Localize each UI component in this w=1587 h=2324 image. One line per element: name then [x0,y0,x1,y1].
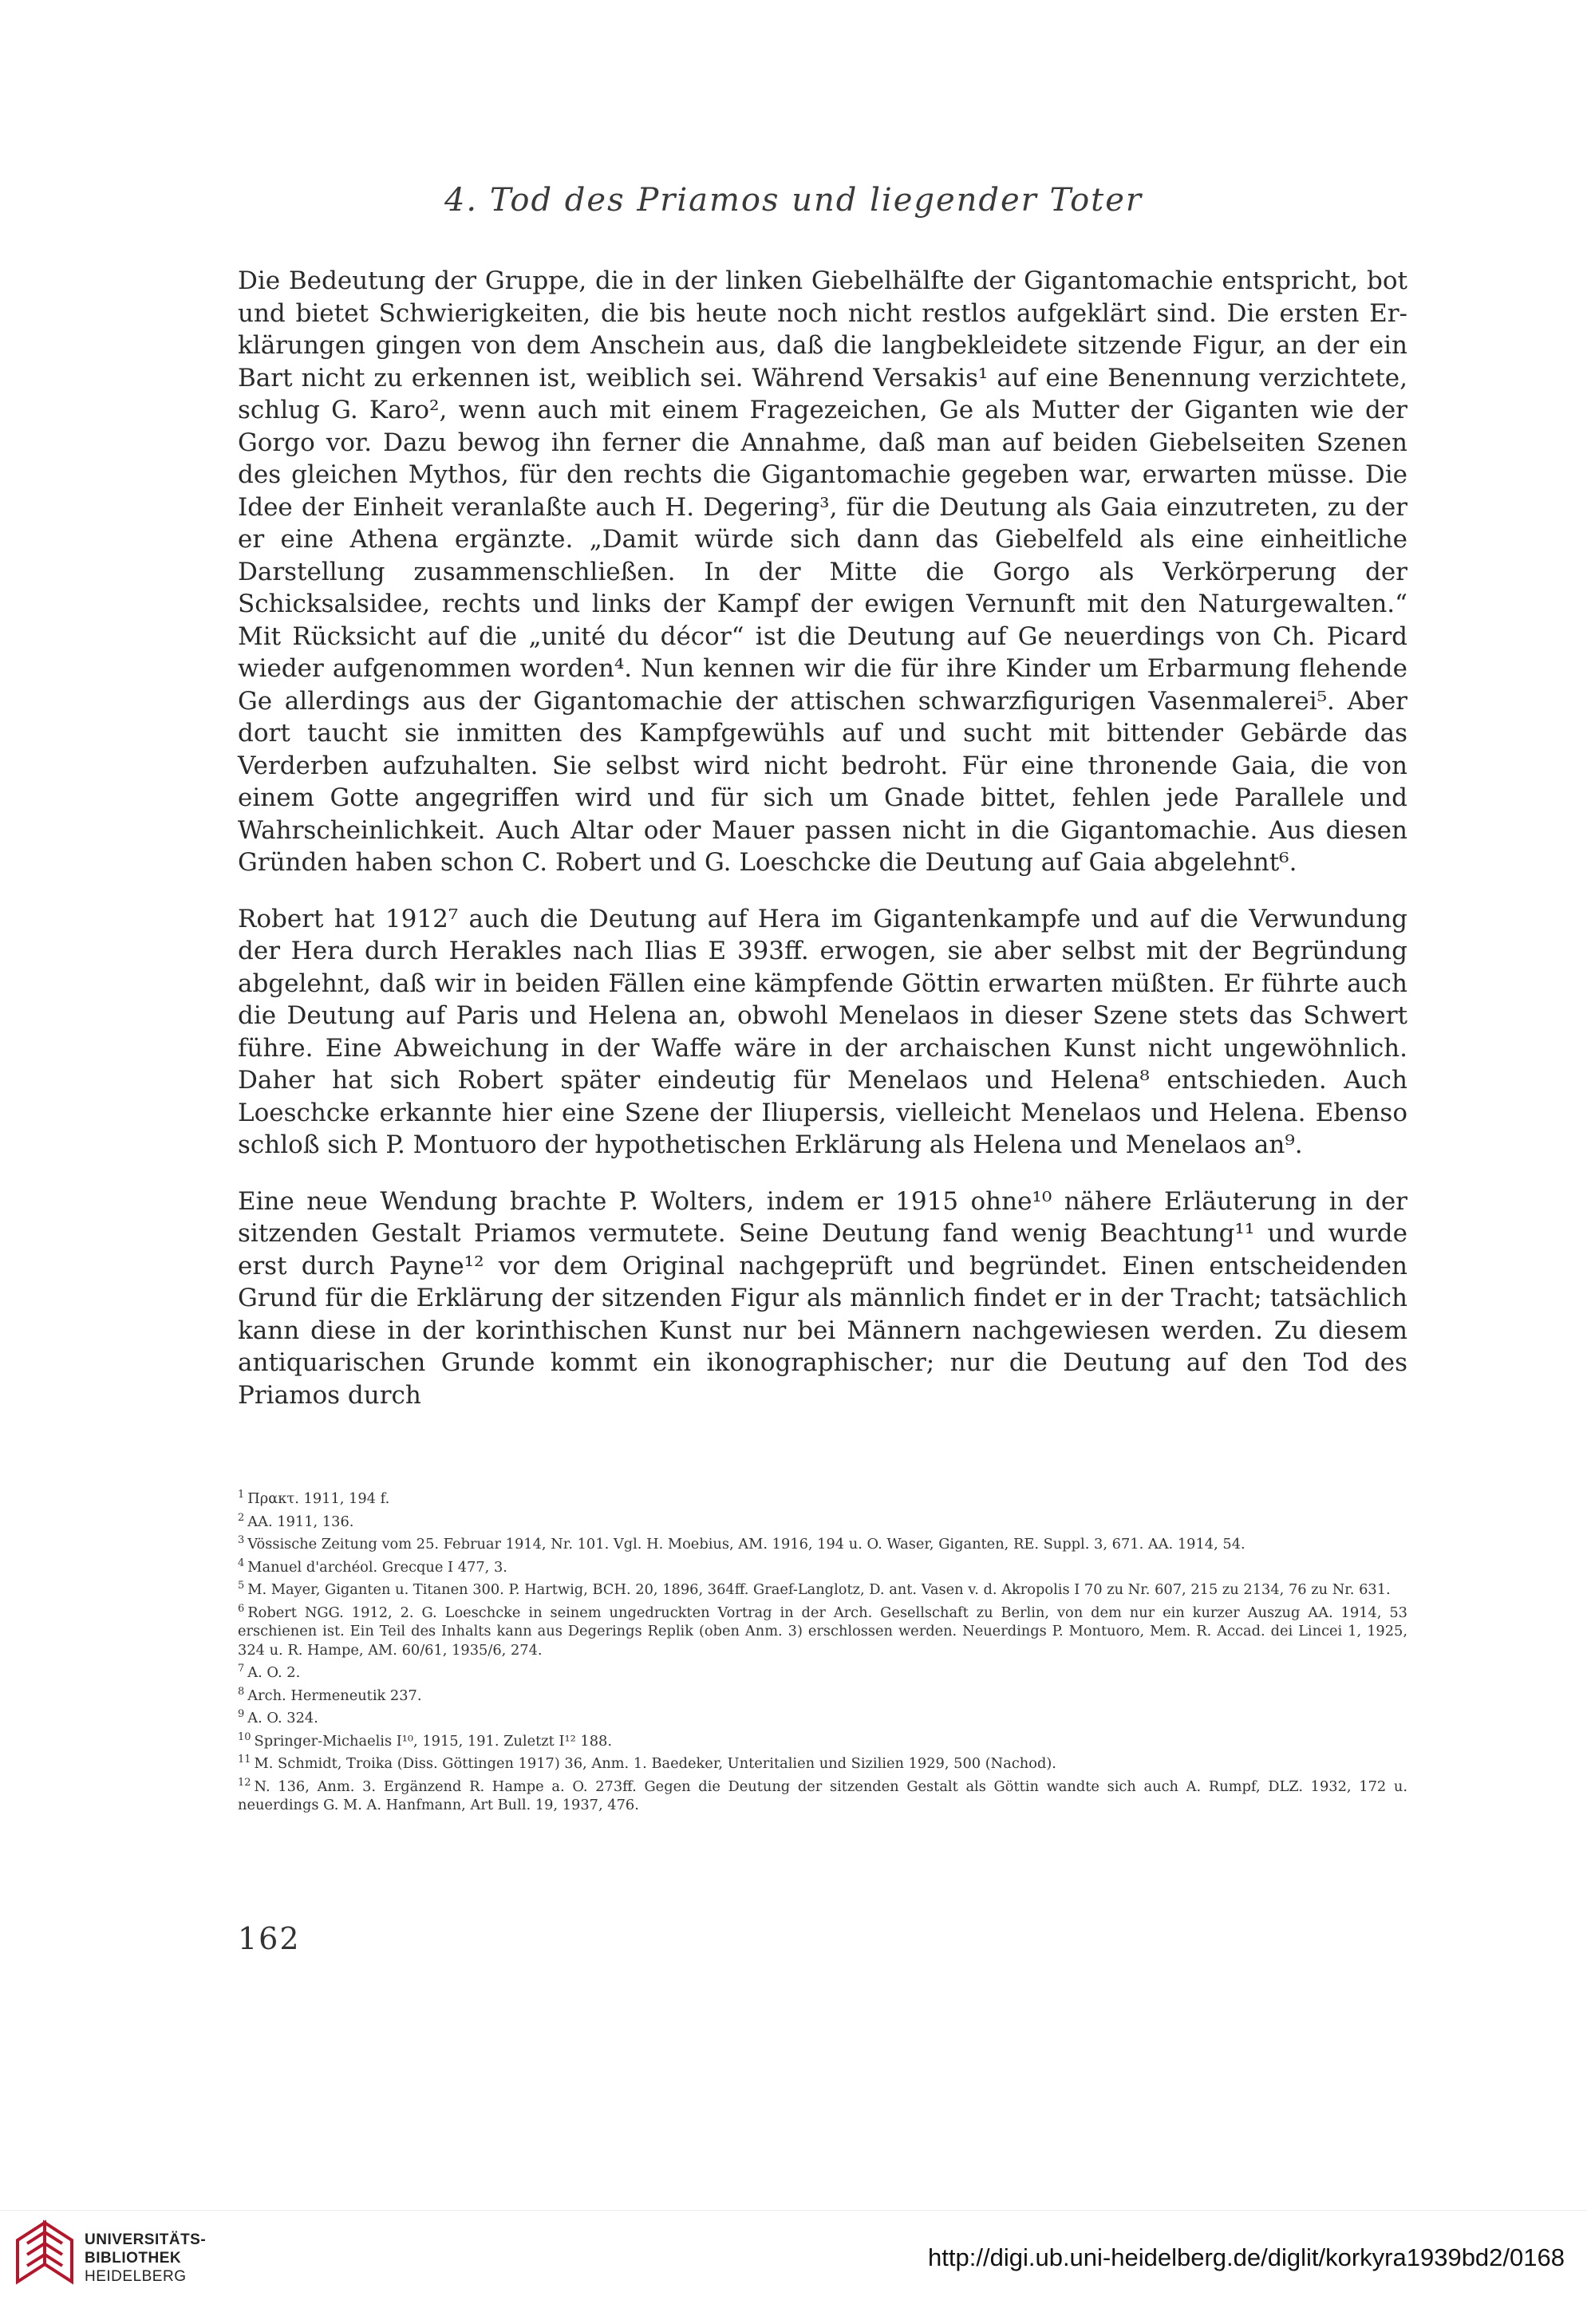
library-name-line: UNIVERSITÄTS- [85,2231,207,2248]
footnote-text: Robert NGG. 1912, 2. G. Loeschcke in seinem ungedruckten Vortrag in der Arch. Gesellschaft zu Berlin, von dem nur ein kurzer Auszug AA. 1914, 53 erschienen ist. Ein Teil des Inhalts kann aus Degerings Replik (oben Anm. 3) erschlossen werden. Neuerdings P. Montuoro, Mem. R. Accad. dei Lincei 1, 1925, 324 u. R. Hampe, AM. 60/61, 1935/6, 274. [238,1604,1407,1659]
footnote-number: 7 [238,1663,245,1675]
library-logo-icon[interactable] [13,2219,77,2291]
footnote-number: 8 [238,1685,245,1698]
footnote-number: 2 [238,1511,245,1524]
footnote-number: 10 [238,1730,251,1743]
footnote [238,1728,1407,1751]
footnote-text: N. 136, Anm. 3. Ergänzend R. Hampe a. O. 273ff. Gegen die Deutung der sitzenden Gestalt als Göttin wandte sich auch A. Rumpf, DLZ. 1932, 172 u. neuerdings G. M. A. Hanfmann, Art Bull. 19, 1937, 476. [238,1778,1407,1814]
footnote-number: 5 [238,1580,245,1592]
footnote [238,1659,1407,1683]
body-text [238,265,1407,1435]
footnote [238,1509,1407,1532]
paragraph: Die Bedeutung der Gruppe, die in der linken Giebelhälfte der Gigantomachie entspricht, bot und bietet Schwierigkeiten, die bis heute noch nicht restlos aufgeklärt sind. Die ersten Erklärungen gingen von dem Anschein aus, daß die langbekleidete sitzende Figur, an der ein Bart nicht zu erkennen ist, weiblich sei. Während Versakis¹ auf eine Benennung verzichtete, schlug G. Karo², wenn auch mit einem Fragezeichen, Ge als Mutter der Giganten wie der Gorgo vor. Dazu bewog ihn ferner die Annahme, daß man auf beiden Giebelseiten Szenen des gleichen Mythos, für den rechts die Gigantomachie gegeben war, erwarten müsse. Die Idee der Einheit veranlaßte auch H. Degering³, für die Deutung als Gaia einzutreten, zu der er eine Athena ergänzte. „Damit würde sich dann das Giebelfeld als eine einheitliche Darstellung zusammenschließen. In der Mitte die Gorgo als Verkörperung der Schicksalsidee, rechts und links der Kampf der ewigen Vernunft mit den Naturgewalten.“ Mit Rücksicht auf die „unité du décor“ ist die Deutung auf Ge neuerdings von Ch. Picard wieder aufgenommen worden⁴. Nun kennen wir die für ihre Kinder um Erbarmung flehende Ge allerdings aus der Gigantomachie der attischen schwarzfigurigen Vasenmalerei⁵. Aber dort taucht sie inmitten des Kampfgewühls auf und sucht mit bittender Gebärde das Verderben aufzuhalten. Sie selbst wird nicht bedroht. Für eine thronende Gaia, die von einem Gotte angegriffen wird und für sich um Gnade bittet, fehlen jede Parallele und Wahrscheinlichkeit. Auch Altar oder Mauer passen nicht in die Gigantomachie. Aus diesen Gründen haben schon C. Robert und G. Loeschcke die Deutung auf Gaia abgelehnt⁶. [238,266,1407,877]
footnote [238,1531,1407,1554]
library-name-line: BIBLIOTHEK [85,2250,182,2267]
section-heading: 4. Tod des Priamos und liegender Toter [444,182,1143,219]
footnote-text: Manuel d'archéol. Grecque I 477, 3. [247,1558,507,1576]
footnote-number: 1 [238,1489,245,1501]
library-name [85,2231,206,2286]
footnote-text: Πρακτ. 1911, 194 f. [247,1489,390,1507]
footnote-number: 11 [238,1754,251,1766]
footnote-text: A. O. 2. [247,1664,301,1682]
footnote-number: 4 [238,1557,245,1569]
footnote-text: Arch. Hermeneutik 237. [247,1687,422,1704]
footnote-text: A. O. 324. [247,1710,318,1727]
footnote [238,1774,1407,1815]
footnote-text: M. Mayer, Giganten u. Titanen 300. P. Hartwig, BCH. 20, 1896, 364ff. Graef-Langlotz, D. ant. Vasen v. d. Akropolis I 70 zu Nr. 607, 215 zu 2134, 76 zu Nr. 631. [247,1580,1391,1598]
footnote-number: 6 [238,1602,245,1615]
footnote-number: 3 [238,1534,245,1547]
paragraph: Eine neue Wendung brachte P. Wolters, indem er 1915 ohne¹⁰ nähere Erläuterung in der sitzenden Gestalt Priamos vermutete. Seine Deutung fand wenig Beachtung¹¹ und wurde erst durch Payne¹² vor dem Original nachgeprüft und begründet. Einen entscheidenden Grund für die Erklärung der sitzenden Figur als männlich findet er in der Tracht; tatsächlich kann diese in der korinthischen Kunst nur bei Männern nachgewiesen werden. Zu diesem antiquarischen Grunde kommt ein ikonographischer; nur die Deutung auf den Tod des Priamos durch [238,1186,1407,1410]
footnote-number: 9 [238,1708,245,1721]
library-name-line: HEIDELBERG [85,2268,187,2285]
footnote-text: Springer-Michaelis I¹⁰, 1915, 191. Zuletzt I¹² 188. [254,1732,612,1750]
footnotes [238,1486,1407,1815]
footnote-number: 12 [238,1776,251,1789]
footnote [238,1683,1407,1706]
permalink-url[interactable]: http://digi.ub.uni-heidelberg.de/diglit/korkyra1939bd2/0168 [928,2243,1565,2271]
footnote [238,1705,1407,1728]
footnote [238,1554,1407,1577]
paragraph: Robert hat 1912⁷ auch die Deutung auf Hera im Gigantenkampfe und auf die Verwundung der Hera durch Herakles nach Ilias E 393ff. erwogen, sie aber selbst mit der Begründung abgelehnt, daß wir in beiden Fällen eine kämpfende Göttin erwarten müßten. Er führte auch die Deutung auf Paris und Helena an, obwohl Menelaos in dieser Szene stets das Schwert führe. Eine Abweichung in der Waffe wäre in der archaischen Kunst nicht ungewöhnlich. Daher hat sich Robert später eindeutig für Menelaos und Helena⁸ entschieden. Auch Loeschcke erkannte hier eine Szene der Iliupersis, vielleicht Menelaos und Helena. Ebenso schloß sich P. Montuoro der hypothetischen Erklärung als Helena und Menelaos an⁹. [238,904,1407,1159]
page-number: 162 [238,1921,301,1956]
footnote-text: AA. 1911, 136. [247,1513,354,1530]
footnote [238,1600,1407,1660]
footnote [238,1750,1407,1774]
footnote [238,1486,1407,1509]
footnote [238,1576,1407,1600]
footnote-text: M. Schmidt, Troika (Diss. Göttingen 1917) 36, Anm. 1. Baedeker, Unteritalien und Sizilien 1929, 500 (Nachod). [254,1755,1056,1773]
footnote-text: Vössische Zeitung vom 25. Februar 1914, Nr. 101. Vgl. H. Moebius, AM. 1916, 194 u. O. Waser, Giganten, RE. Suppl. 3, 671. AA. 1914, 54. [247,1535,1246,1553]
